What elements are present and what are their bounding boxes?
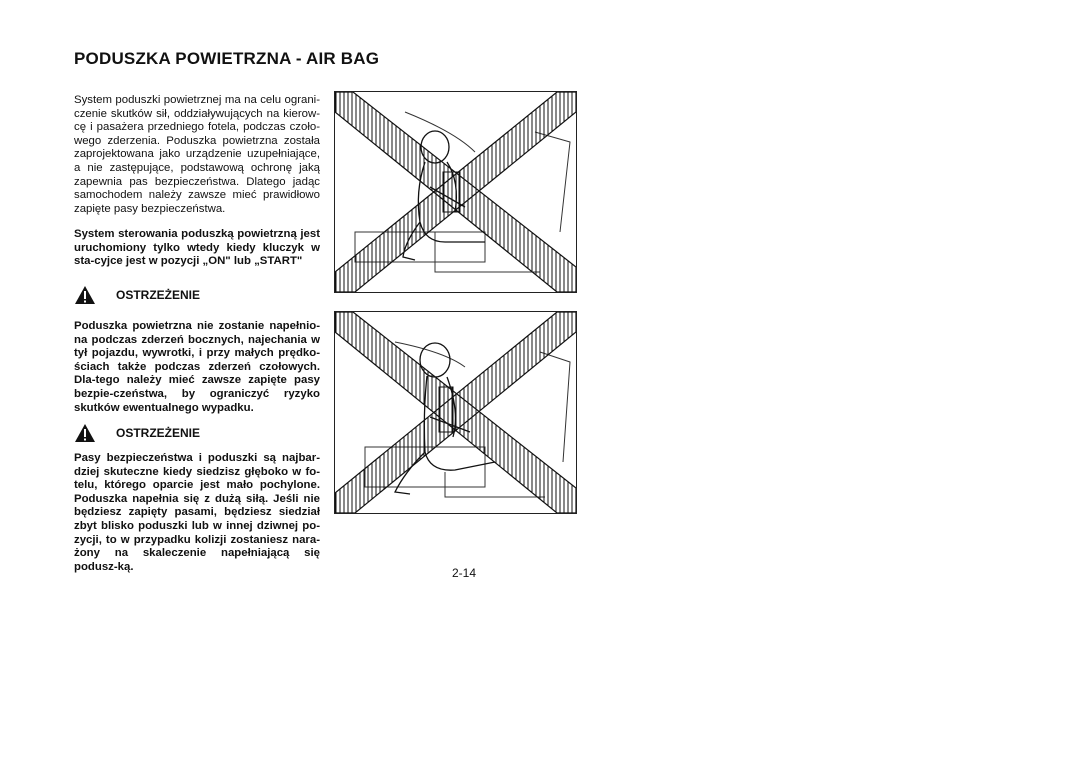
warning-triangle-icon	[74, 423, 96, 443]
warning-text-1: Poduszka powietrzna nie zostanie napełnio-na podczas zderzeń bocznych, najechania w tył pojazdu, wywrotki, i przy małych prędko-ściach także podczas zderzeń czołowych. Dla-tego należy mieć zawsze zapięte pasy bezpie-czeństwa, by ograniczyć ryzyko skutków ewentualnego wypadku.	[74, 320, 320, 414]
warning-triangle-icon	[74, 285, 96, 305]
page-title: PODUSZKA POWIETRZNA - AIR BAG	[74, 49, 380, 68]
illustration-wrong-posture-1	[334, 91, 577, 293]
crossed-out-figure-2	[335, 312, 576, 513]
intro-paragraph: System poduszki powietrznej ma na celu ograni-czenie skutków sił, oddziaływujących na kierow-cę i pasażera przedniego fotela, podczas czoło-wego zderzenia. Poduszka powietrzna została zaprojektowana jako urządzenie uzupełniające, a nie zastępujące, podstawową ochronę jaką zapewnia pas bezpieczeństwa. Dlatego jadąc samochodem należy zawsze mieć prawidłowo zapięte pasy bezpieczeństwa.	[74, 94, 320, 215]
warning-text-2: Pasy bezpieczeństwa i poduszki są najbar-dziej skuteczne kiedy siedzisz głęboko w fo-telu, którego oparcie jest mało pochylone. Poduszka napełnia się z dużą siłą. Jeśli nie będziesz zapięty pasami, będziesz siedział zbyt blisko poduszki lub w innej dziwnej po-zycji, to w przypadku kolizji zostaniesz nara-żony na skaleczenie napełniającą się podusz-ką.	[74, 452, 320, 573]
warning-label-2: OSTRZEŻENIE	[116, 426, 201, 440]
page-number: 2-14	[452, 566, 477, 580]
illustration-wrong-posture-2	[334, 311, 577, 514]
warning-heading-2	[74, 423, 200, 443]
warning-heading-1	[74, 285, 200, 305]
crossed-out-figure-1	[335, 92, 576, 292]
system-note-paragraph: System sterowania poduszką powietrzną jest uruchomiony tylko wtedy kiedy kluczyk w sta-cyjce jest w pozycji „ON" lub „START"	[74, 228, 320, 268]
warning-label-1: OSTRZEŻENIE	[116, 288, 201, 302]
